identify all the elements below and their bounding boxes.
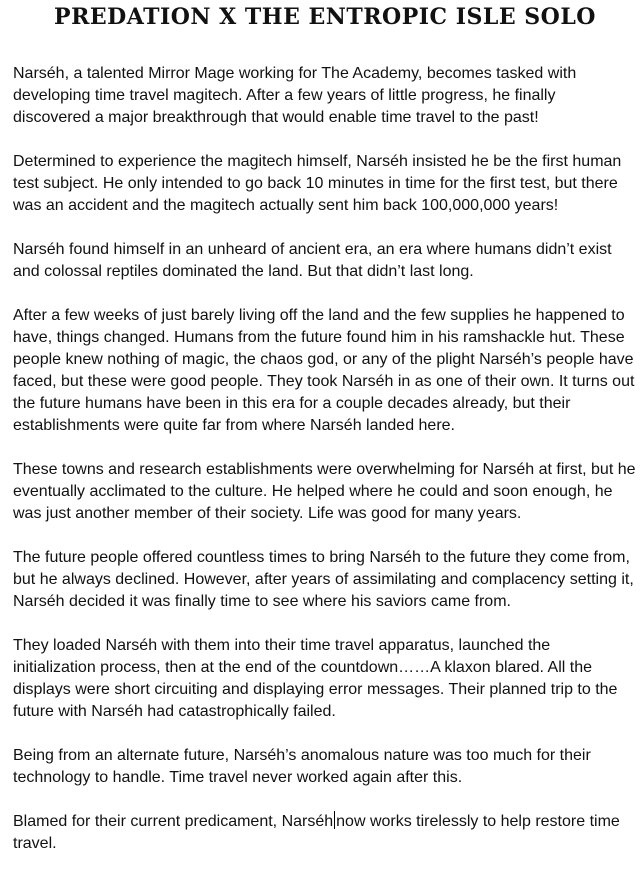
paragraph-1: Narséh, a talented Mirror Mage working for The Academy, becomes tasked with developing time travel magitech. After a few years of little progress, he finally discovered a major breakthrough that would enable time travel to the past! bbox=[13, 65, 577, 126]
paragraph-2: Determined to experience the magitech himself, Narséh insisted he be the first human test subject. He only intended to go back 10 minutes in time for the first test, but there was an accident and the magitech actually sent him back 100,000,000 years! bbox=[13, 153, 622, 214]
paragraph-8: Being from an alternate future, Narséh’s anomalous nature was too much for their technology to handle. Time travel never worked again after this. bbox=[13, 747, 591, 786]
paragraph-5: These towns and research establishments were overwhelming for Narséh at first, but he eventually acclimated to the culture. He helped where he could and soon enough, he was just another member of their society. Life was good for many years. bbox=[13, 461, 636, 522]
document-title: PREDATION X THE ENTROPIC ISLE SOLO bbox=[54, 4, 596, 30]
paragraph-9 bbox=[13, 811, 637, 855]
paragraph-3: Narséh found himself in an unheard of ancient era, an era where humans didn’t exist and colossal reptiles dominated the land. But that didn’t last long. bbox=[13, 241, 612, 280]
paragraph-7: They loaded Narséh with them into their time travel apparatus, launched the initialization process, then at the end of the countdown……A klaxon blared. All the displays were short circuiting and displaying error messages. Their planned trip to the future with Narséh had catastrophically failed. bbox=[13, 637, 618, 720]
paragraph-9-before-cursor: Blamed for their current predicament, Narséh bbox=[13, 813, 334, 830]
paragraph-6: The future people offered countless times to bring Narséh to the future they come from, but he always declined. However, after years of assimilating and complacency setting it, Narséh decided it was finally time to see where his saviors came from. bbox=[13, 549, 634, 610]
paragraph-9-after-cursor: now works tirelessly to help restore time travel. bbox=[13, 813, 620, 852]
paragraph-4: After a few weeks of just barely living off the land and the few supplies he happened to have, things changed. Humans from the future found him in his ramshackle hut. These people knew nothing of magic, the chaos god, or any of the plight Narséh’s people have faced, but these were good people. They took Narséh in as one of their own. It turns out the future humans have been in this era for a couple decades already, but their establishments were quite far from where Narséh landed here. bbox=[13, 307, 635, 434]
document-body[interactable] bbox=[13, 63, 637, 855]
text-cursor bbox=[334, 811, 335, 829]
